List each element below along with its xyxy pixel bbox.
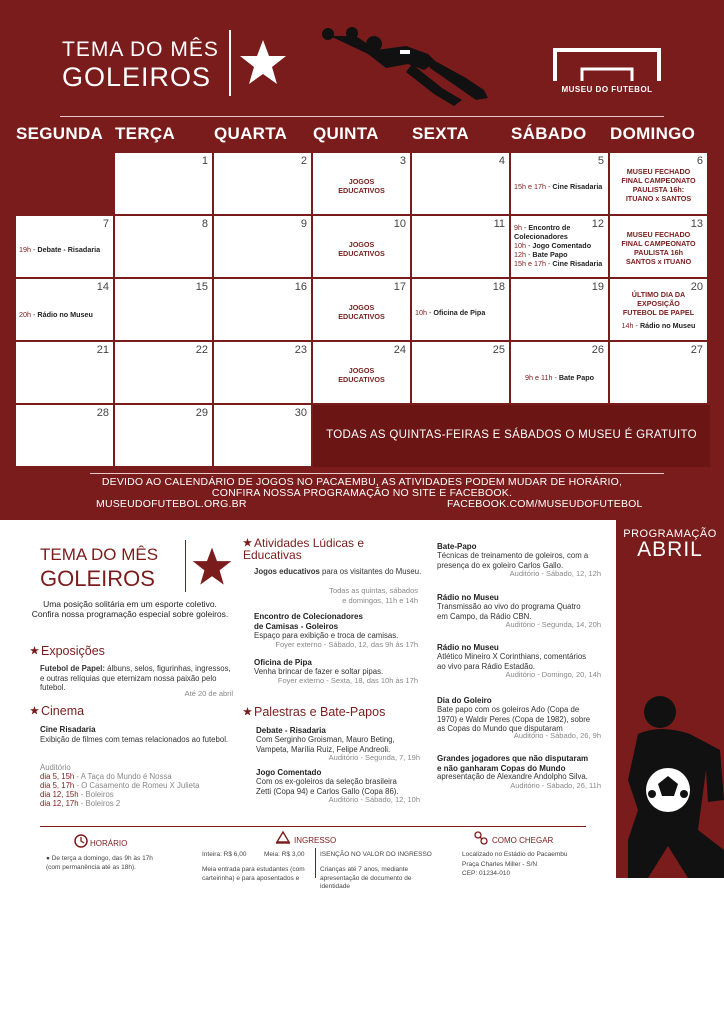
item-title: Grandes jogadores que não disputaram e não ganharam Copas do Mundo bbox=[437, 754, 589, 773]
item-meta: Auditório - Sábado, 12, 10h bbox=[328, 795, 420, 804]
calendar-cell: 8 bbox=[115, 216, 212, 277]
calendar-cell: 11 bbox=[412, 216, 509, 277]
event-jogos: JOGOS EDUCATIVOS bbox=[338, 177, 385, 195]
calendar-cell: 25 bbox=[412, 342, 509, 403]
ticket-icon bbox=[276, 830, 290, 844]
divider bbox=[185, 540, 186, 592]
item-desc: Exibição de filmes com temas relacionados ao futebol. bbox=[40, 735, 229, 744]
item-title: Rádio no Museu bbox=[437, 593, 499, 602]
museum-name: MUSEU DO FUTEBOL bbox=[561, 85, 653, 94]
section-title-text: Atividades Lúdicas e Educativas bbox=[243, 536, 365, 562]
calendar-cell: 28 bbox=[16, 405, 113, 466]
session: dia 12, 17h - Boleiros 2 bbox=[40, 799, 121, 808]
event-name: Cine Risadaria bbox=[552, 182, 603, 191]
star-icon bbox=[30, 646, 39, 655]
item-desc: Bate papo com os goleiros Ado (Copa de 1970) e Waldir Peres (Copa de 1982), sobre as Copas do Mundo que disputaram bbox=[437, 705, 591, 733]
event-name: Jogo Comentado bbox=[532, 241, 592, 250]
footer-title: INGRESSO bbox=[294, 836, 337, 845]
event-name: Bate Papo bbox=[532, 250, 568, 259]
calendar-cell: 27 bbox=[610, 342, 707, 403]
calendar-cell: 24 JOGOS EDUCATIVOS bbox=[313, 342, 410, 403]
event-time: 10h bbox=[514, 241, 526, 250]
free-entry-banner bbox=[313, 405, 710, 467]
directions-icon bbox=[474, 831, 488, 845]
calendar-cell: 29 bbox=[115, 405, 212, 466]
calendar-cell: 12 9h - Encontro de Colecionadores 10h - Jogo Comentado 12h - Bate Papo 15h e 17h - Cine Risadaria bbox=[511, 216, 608, 277]
price-half: Meia: R$ 3,00 bbox=[264, 851, 305, 858]
schedule-notice: CONFIRA NOSSA PROGRAMAÇÃO NO SITE E FACEBOOK. bbox=[211, 487, 513, 499]
footer-title: COMO CHEGAR bbox=[492, 836, 554, 845]
item-desc: Com os ex-goleiros da seleção brasileira Zetti (Copa 94) e Carlos Gallo (Copa 86). bbox=[256, 777, 399, 796]
item-desc: apresentação de Alexandre Andolpho Silva. bbox=[437, 772, 588, 781]
item-meta: Auditório - Segunda, 14, 20h bbox=[505, 620, 601, 629]
address-line: CEP: 01234-010 bbox=[462, 870, 511, 877]
weekday: QUINTA bbox=[313, 124, 379, 143]
event-time: 15h e 17h bbox=[514, 259, 546, 268]
divider bbox=[229, 30, 231, 96]
item-title: Cine Risadaria bbox=[40, 725, 96, 734]
weekday: TERÇA bbox=[115, 124, 176, 143]
item-meta: Todas as quintas, sábados e domingos, 11h e 14h bbox=[329, 586, 418, 605]
item-title: Encontro de Colecionadores de Camisas - Goleiros bbox=[254, 612, 363, 631]
calendar-cell: 3 JOGOS EDUCATIVOS bbox=[313, 153, 410, 214]
item-desc: para os visitantes do Museu. bbox=[319, 567, 422, 576]
section-title-text: Exposições bbox=[41, 644, 105, 658]
event-closed: MUSEU FECHADO FINAL CAMPEONATO PAULISTA 16h SANTOS x ITUANO bbox=[621, 230, 696, 266]
item-meta: Foyer externo - Sexta, 18, das 10h às 17h bbox=[277, 676, 418, 685]
half-price-note: Meia entrada para estudantes (com carteirinha) e para aposentados e bbox=[202, 866, 305, 882]
item-title: Oficina de Pipa bbox=[254, 658, 312, 667]
calendar-cell: 23 bbox=[214, 342, 311, 403]
session: dia 12, 15h - Boleiros bbox=[40, 790, 114, 799]
event-name: Cine Risadaria bbox=[552, 259, 603, 268]
calendar-cell: 6 MUSEU FECHADO FINAL CAMPEONATO PAULISTA 16h: ITUANO x SANTOS bbox=[610, 153, 707, 214]
event-name: Rádio no Museu bbox=[37, 310, 93, 319]
theme-label: TEMA DO MÊS bbox=[40, 545, 159, 564]
calendar-cell: 22 bbox=[115, 342, 212, 403]
calendar-cell: 10 JOGOS EDUCATIVOS bbox=[313, 216, 410, 277]
weekday: SEGUNDA bbox=[16, 124, 104, 143]
star-icon bbox=[30, 706, 39, 715]
theme-label: TEMA DO MÊS bbox=[62, 38, 219, 61]
weekday: DOMINGO bbox=[610, 124, 696, 143]
theme-title: GOLEIROS bbox=[40, 566, 155, 591]
item-title: Jogos educativos bbox=[254, 567, 320, 576]
event-time: 12h bbox=[514, 250, 526, 259]
free-title: ISENÇÃO NO VALOR DO INGRESSO bbox=[320, 851, 432, 858]
star-icon bbox=[243, 707, 252, 716]
calendar-cell: 4 bbox=[412, 153, 509, 214]
event-name: Rádio no Museu bbox=[639, 321, 696, 330]
item-desc: Transmissão ao vivo do programa Quatro em Campo, da Rádio CBN. bbox=[437, 602, 581, 621]
divider bbox=[90, 473, 664, 474]
item-desc: Atlético Mineiro X Corinthians, comentários ao vivo para Rádio Estadão. bbox=[437, 652, 587, 671]
star-icon bbox=[190, 546, 234, 588]
event-last-day: ÚLTIMO DIA DA EXPOSIÇÃO FUTEBOL DE PAPEL bbox=[622, 290, 695, 317]
item-title: Rádio no Museu bbox=[437, 643, 499, 652]
section-title bbox=[243, 537, 364, 561]
price-full: Inteira: R$ 6,00 bbox=[202, 851, 247, 858]
calendar-cell: 13 MUSEU FECHADO FINAL CAMPEONATO PAULISTA 16h SANTOS x ITUANO bbox=[610, 216, 707, 277]
calendar-cell: 21 bbox=[16, 342, 113, 403]
calendar-cell: 2 bbox=[214, 153, 311, 214]
event-jogos: JOGOS EDUCATIVOS bbox=[338, 366, 385, 384]
item-meta: Auditório - Segunda, 7, 19h bbox=[328, 753, 420, 762]
divider bbox=[40, 826, 586, 827]
event-time: 9h e 11h bbox=[525, 373, 553, 382]
event-jogos: JOGOS EDUCATIVOS bbox=[338, 303, 385, 321]
item-desc: Venha brincar de fazer e soltar pipas. bbox=[254, 667, 384, 676]
program-label: PROGRAMAÇÃO bbox=[623, 528, 717, 540]
footer-title: HORÁRIO bbox=[90, 839, 128, 848]
calendar-cell: 1 bbox=[115, 153, 212, 214]
session: dia 5, 15h - A Taça do Mundo é Nossa bbox=[40, 772, 172, 781]
museum-logo bbox=[552, 47, 662, 83]
player-icon bbox=[628, 690, 724, 878]
item-place: Auditório bbox=[40, 763, 71, 772]
site-link[interactable]: MUSEUDOFUTEBOL.ORG.BR bbox=[96, 498, 247, 510]
calendar-cell: 17 JOGOS EDUCATIVOS bbox=[313, 279, 410, 340]
event-name: Oficina de Pipa bbox=[433, 308, 486, 317]
star-icon bbox=[243, 538, 252, 547]
weekday-row bbox=[16, 124, 710, 146]
section-title bbox=[243, 705, 385, 719]
item-title: Dia do Goleiro bbox=[437, 696, 492, 705]
weekday: QUARTA bbox=[214, 124, 288, 143]
item-desc: Técnicas de treinamento de goleiros, com a presença do ex goleiro Carlos Gallo. bbox=[437, 551, 589, 570]
item-desc: álbuns, selos, figurinhas, ingressos, e outras relíquias que eternizam nossa paixão pelo futebol. bbox=[40, 664, 231, 692]
theme-title: GOLEIROS bbox=[62, 62, 212, 92]
event-time: 15h e 17h bbox=[514, 182, 546, 191]
schedule-notice: DEVIDO AO CALENDÁRIO DE JOGOS NO PACAEMBU, AS ATIVIDADES PODEM MUDAR DE HORÁRIO, bbox=[101, 476, 623, 488]
star-icon bbox=[238, 38, 288, 88]
calendar-cell: 26 9h e 11h - Bate Papo bbox=[511, 342, 608, 403]
calendar-cell-empty bbox=[16, 153, 113, 214]
divider bbox=[60, 116, 664, 117]
facebook-link[interactable]: FACEBOOK.COM/MUSEUDOFUTEBOL bbox=[447, 498, 643, 510]
event-name: Bate Papo bbox=[558, 373, 594, 382]
calendar-cell: 14 20h - Rádio no Museu bbox=[16, 279, 113, 340]
calendar-cell: 7 19h - Debate - Risadaria bbox=[16, 216, 113, 277]
section-title-text: Palestras e Bate-Papos bbox=[254, 705, 386, 719]
event-time: 14h bbox=[621, 321, 634, 330]
event-closed: MUSEU FECHADO FINAL CAMPEONATO PAULISTA 16h: ITUANO x SANTOS bbox=[621, 167, 696, 203]
item-title: Futebol de Papel: bbox=[40, 664, 105, 673]
clock-icon bbox=[74, 834, 88, 848]
calendar-cell: 9 bbox=[214, 216, 311, 277]
item-desc: Espaço para exibição e troca de camisas. bbox=[254, 631, 399, 640]
section-title bbox=[30, 644, 105, 658]
weekday: SÁBADO bbox=[511, 124, 587, 143]
calendar-cell: 15 bbox=[115, 279, 212, 340]
calendar-cell: 16 bbox=[214, 279, 311, 340]
event-time: 20h bbox=[19, 310, 31, 319]
item-meta: Auditório - Sábado, 12, 12h bbox=[509, 569, 601, 578]
item-meta: Foyer externo - Sábado, 12, das 9h às 17h bbox=[275, 640, 418, 649]
divider bbox=[315, 848, 316, 878]
free-entry-text: TODAS AS QUINTAS-FEIRAS E SÁBADOS O MUSEU É GRATUITO bbox=[326, 429, 697, 441]
section-title-text: Cinema bbox=[41, 704, 85, 718]
section-title bbox=[30, 704, 84, 718]
event-name: Debate - Risadaria bbox=[37, 245, 101, 254]
free-note: Crianças até 7 anos, mediante apresentação de documento de identidade bbox=[320, 866, 412, 890]
weekday: SEXTA bbox=[412, 124, 469, 143]
item-meta: Auditório - Domingo, 20, 14h bbox=[505, 670, 601, 679]
session: dia 5, 17h - O Casamento de Romeu X Julieta bbox=[40, 781, 200, 790]
item-meta: Até 20 de abril bbox=[184, 689, 233, 698]
event-time: 9h bbox=[514, 223, 522, 232]
item-title: Bate-Papo bbox=[437, 542, 477, 551]
item-meta: Auditório - Sábado, 26, 9h bbox=[513, 731, 601, 740]
item-meta: Auditório - Sábado, 26, 11h bbox=[510, 781, 601, 790]
event-time: 19h bbox=[19, 245, 31, 254]
calendar-cell: 18 10h - Oficina de Pipa bbox=[412, 279, 509, 340]
item-desc: Com Serginho Groisman, Mauro Beting, Vampeta, Marília Ruiz, Felipe Andreoli. bbox=[256, 735, 395, 754]
event-name: Encontro de Colecionadores bbox=[514, 223, 571, 241]
calendar-cell: 19 bbox=[511, 279, 608, 340]
address-line: Localizado no Estádio do Pacaembu bbox=[462, 851, 568, 858]
goalkeeper-icon bbox=[316, 24, 496, 108]
address-line: Praça Charles Miller - S/N bbox=[462, 861, 538, 868]
footer-text: ● De terça a domingo, das 9h às 17h (com permanência até as 18h). bbox=[46, 855, 153, 871]
calendar-cell: 20 ÚLTIMO DIA DA EXPOSIÇÃO FUTEBOL DE PAPEL 14h - Rádio no Museu bbox=[610, 279, 707, 340]
event-time: 10h bbox=[415, 308, 427, 317]
theme-intro: Uma posição solitária em um esporte coletivo. Confira nossa programação especial sobre goleiros. bbox=[31, 599, 229, 619]
item-title: Jogo Comentado bbox=[256, 768, 322, 777]
item-title: Debate - Risadaria bbox=[256, 726, 326, 735]
calendar-cell: 30 bbox=[214, 405, 311, 466]
program-month: ABRIL bbox=[637, 538, 703, 561]
event-jogos: JOGOS EDUCATIVOS bbox=[338, 240, 385, 258]
calendar-cell: 5 15h e 17h - Cine Risadaria bbox=[511, 153, 608, 214]
